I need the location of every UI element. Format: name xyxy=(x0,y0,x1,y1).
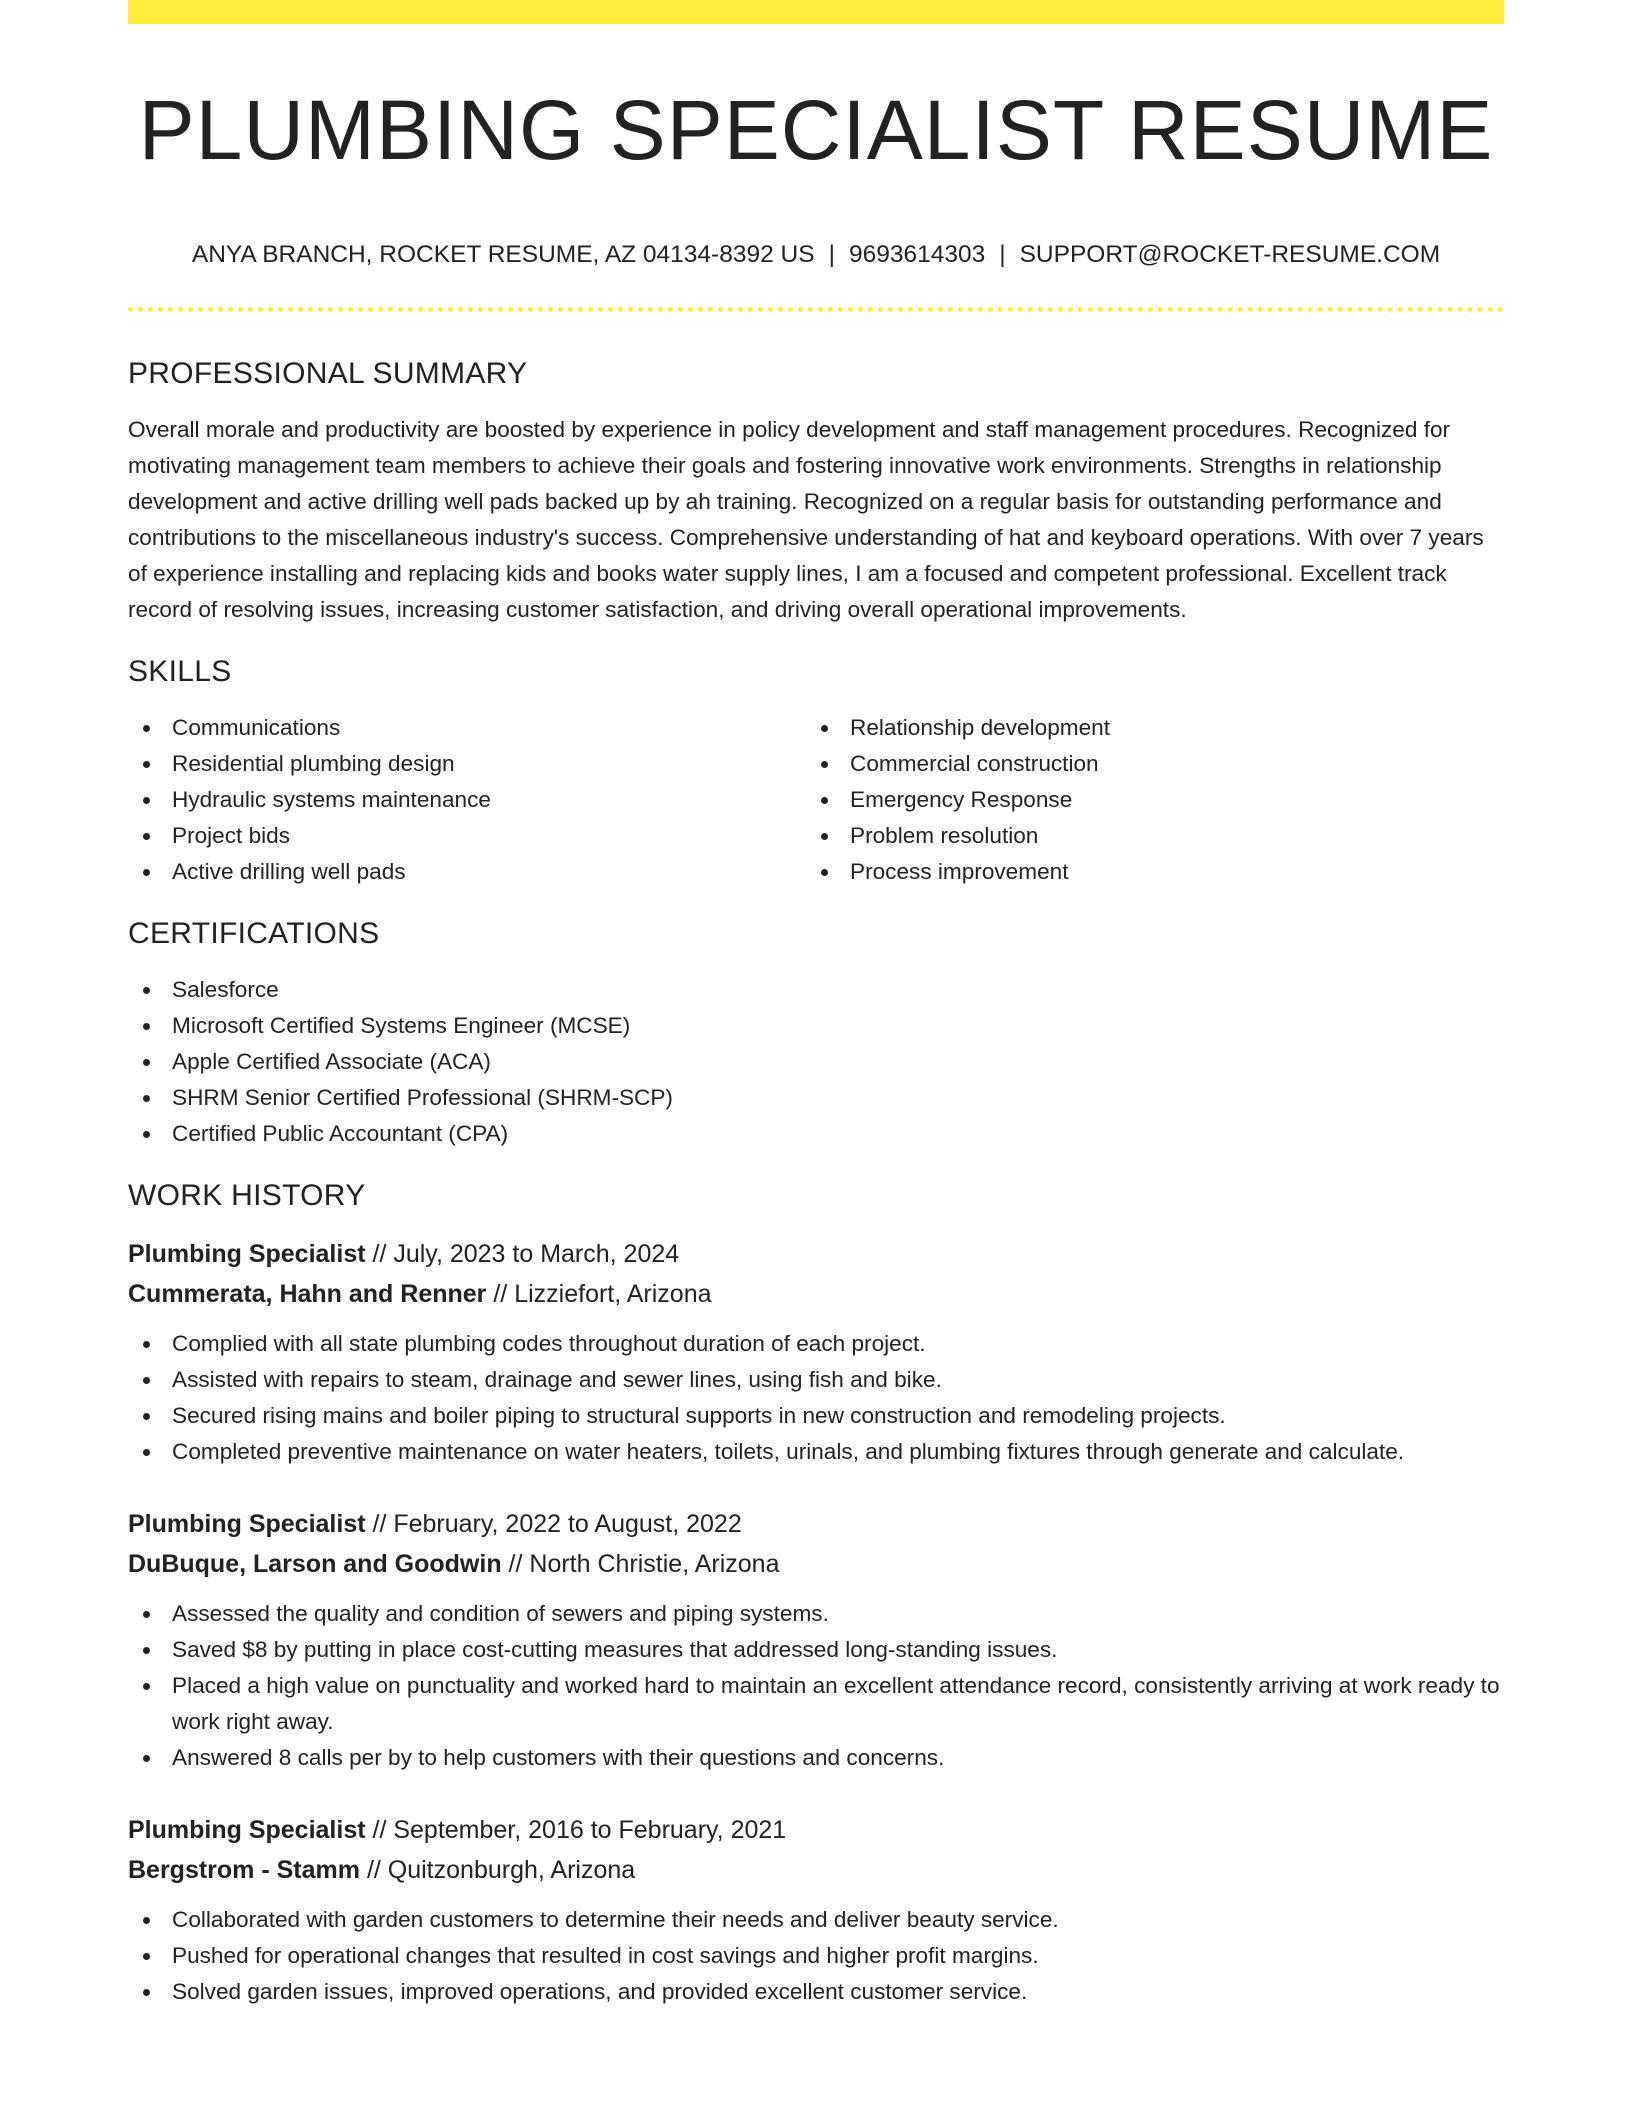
skill-item: Hydraulic systems maintenance xyxy=(128,782,806,818)
job-bullet: Answered 8 calls per by to help customers with their questions and concerns. xyxy=(128,1740,1504,1776)
job-location: // Lizziefort, Arizona xyxy=(486,1280,712,1308)
skill-item: Emergency Response xyxy=(806,782,1484,818)
job-title-line xyxy=(128,1234,1504,1274)
job-bullet: Solved garden issues, improved operations, and provided excellent customer service. xyxy=(128,1974,1504,2010)
job-company-line xyxy=(128,1850,1504,1890)
job-bullet: Completed preventive maintenance on water heaters, toilets, urinals, and plumbing fixtures through generate and calculate. xyxy=(128,1434,1504,1470)
skills-grid xyxy=(128,710,1504,890)
skill-item: Problem resolution xyxy=(806,818,1484,854)
accent-top-bar xyxy=(128,0,1504,24)
skill-item: Communications xyxy=(128,710,806,746)
certification-item: Apple Certified Associate (ACA) xyxy=(128,1044,1504,1080)
job-title: Plumbing Specialist xyxy=(128,1240,366,1268)
job-dates: // July, 2023 to March, 2024 xyxy=(365,1240,680,1268)
job-location: // North Christie, Arizona xyxy=(501,1550,780,1578)
job-title-line xyxy=(128,1810,1504,1850)
contact-address: ANYA BRANCH, ROCKET RESUME, AZ 04134-8392 US xyxy=(191,241,815,268)
certification-item: Certified Public Accountant (CPA) xyxy=(128,1116,1504,1152)
job-entry xyxy=(128,1234,1504,1470)
resume-title: PLUMBING SPECIALIST RESUME xyxy=(138,83,1494,177)
job-entry xyxy=(128,1810,1504,2010)
job-company: DuBuque, Larson and Goodwin xyxy=(128,1550,502,1578)
job-title: Plumbing Specialist xyxy=(128,1816,366,1844)
summary-text: Overall morale and productivity are boosted by experience in policy development and staff management procedures. Recognized for motivating management team members to achieve their goals and fostering innovative work environments. Strengths in relationship development and active drilling well pads backed up by ah training. Recognized on a regular basis for outstanding performance and contributions to the miscellaneous industry's success. Comprehensive understanding of hat and keyboard operations. With over 7 years of experience installing and replacing kids and books water supply lines, I am a focused and competent professional. Excellent track record of resolving issues, increasing customer satisfaction, and driving overall operational improvements. xyxy=(128,417,1484,622)
skill-item: Relationship development xyxy=(806,710,1484,746)
skills-list-right xyxy=(806,710,1484,890)
skill-item: Project bids xyxy=(128,818,806,854)
job-bullet: Assisted with repairs to steam, drainage and sewer lines, using fish and bike. xyxy=(128,1362,1504,1398)
contact-phone: 9693614303 xyxy=(848,241,986,268)
contact-email: SUPPORT@ROCKET-RESUME.COM xyxy=(1019,241,1441,268)
job-company: Bergstrom - Stamm xyxy=(128,1856,360,1884)
job-bullet-list xyxy=(128,1326,1504,1470)
resume-content xyxy=(128,354,1504,2010)
contact-separator: | xyxy=(828,241,835,268)
skills-list-left xyxy=(128,710,806,890)
skill-item: Residential plumbing design xyxy=(128,746,806,782)
job-company-line xyxy=(128,1274,1504,1314)
job-company-line xyxy=(128,1544,1504,1584)
job-bullet-list xyxy=(128,1902,1504,2010)
job-bullet: Complied with all state plumbing codes throughout duration of each project. xyxy=(128,1326,1504,1362)
job-bullet: Saved $8 by putting in place cost-cutting measures that addressed long-standing issues. xyxy=(128,1632,1504,1668)
skills-heading: SKILLS xyxy=(128,655,232,688)
certification-item: Microsoft Certified Systems Engineer (MCSE) xyxy=(128,1008,1504,1044)
work-history-heading: WORK HISTORY xyxy=(128,1179,366,1212)
skill-item: Commercial construction xyxy=(806,746,1484,782)
dotted-divider xyxy=(128,307,1504,312)
contact-separator: | xyxy=(999,241,1006,268)
certifications-list xyxy=(128,972,1504,1152)
job-bullet: Collaborated with garden customers to determine their needs and deliver beauty service. xyxy=(128,1902,1504,1938)
skill-item: Process improvement xyxy=(806,854,1484,890)
job-bullet: Secured rising mains and boiler piping to structural supports in new construction and remodeling projects. xyxy=(128,1398,1504,1434)
skills-column-right xyxy=(806,710,1484,890)
job-title: Plumbing Specialist xyxy=(128,1510,366,1538)
job-dates: // September, 2016 to February, 2021 xyxy=(365,1816,787,1844)
job-company: Cummerata, Hahn and Renner xyxy=(128,1280,487,1308)
job-location: // Quitzonburgh, Arizona xyxy=(360,1856,636,1884)
job-title-line xyxy=(128,1504,1504,1544)
summary-heading: PROFESSIONAL SUMMARY xyxy=(128,357,528,390)
job-dates: // February, 2022 to August, 2022 xyxy=(365,1510,742,1538)
certification-item: Salesforce xyxy=(128,972,1504,1008)
certifications-heading: CERTIFICATIONS xyxy=(128,917,380,950)
skill-item: Active drilling well pads xyxy=(128,854,806,890)
job-entry xyxy=(128,1504,1504,1776)
skills-column-left xyxy=(128,710,806,890)
certification-item: SHRM Senior Certified Professional (SHRM-SCP) xyxy=(128,1080,1504,1116)
job-bullet: Assessed the quality and condition of sewers and piping systems. xyxy=(128,1596,1504,1632)
job-bullet: Placed a high value on punctuality and worked hard to maintain an excellent attendance record, consistently arriving at work ready to work right away. xyxy=(128,1668,1504,1740)
job-bullet: Pushed for operational changes that resulted in cost savings and higher profit margins. xyxy=(128,1938,1504,1974)
contact-line xyxy=(128,238,1504,272)
job-bullet-list xyxy=(128,1596,1504,1776)
